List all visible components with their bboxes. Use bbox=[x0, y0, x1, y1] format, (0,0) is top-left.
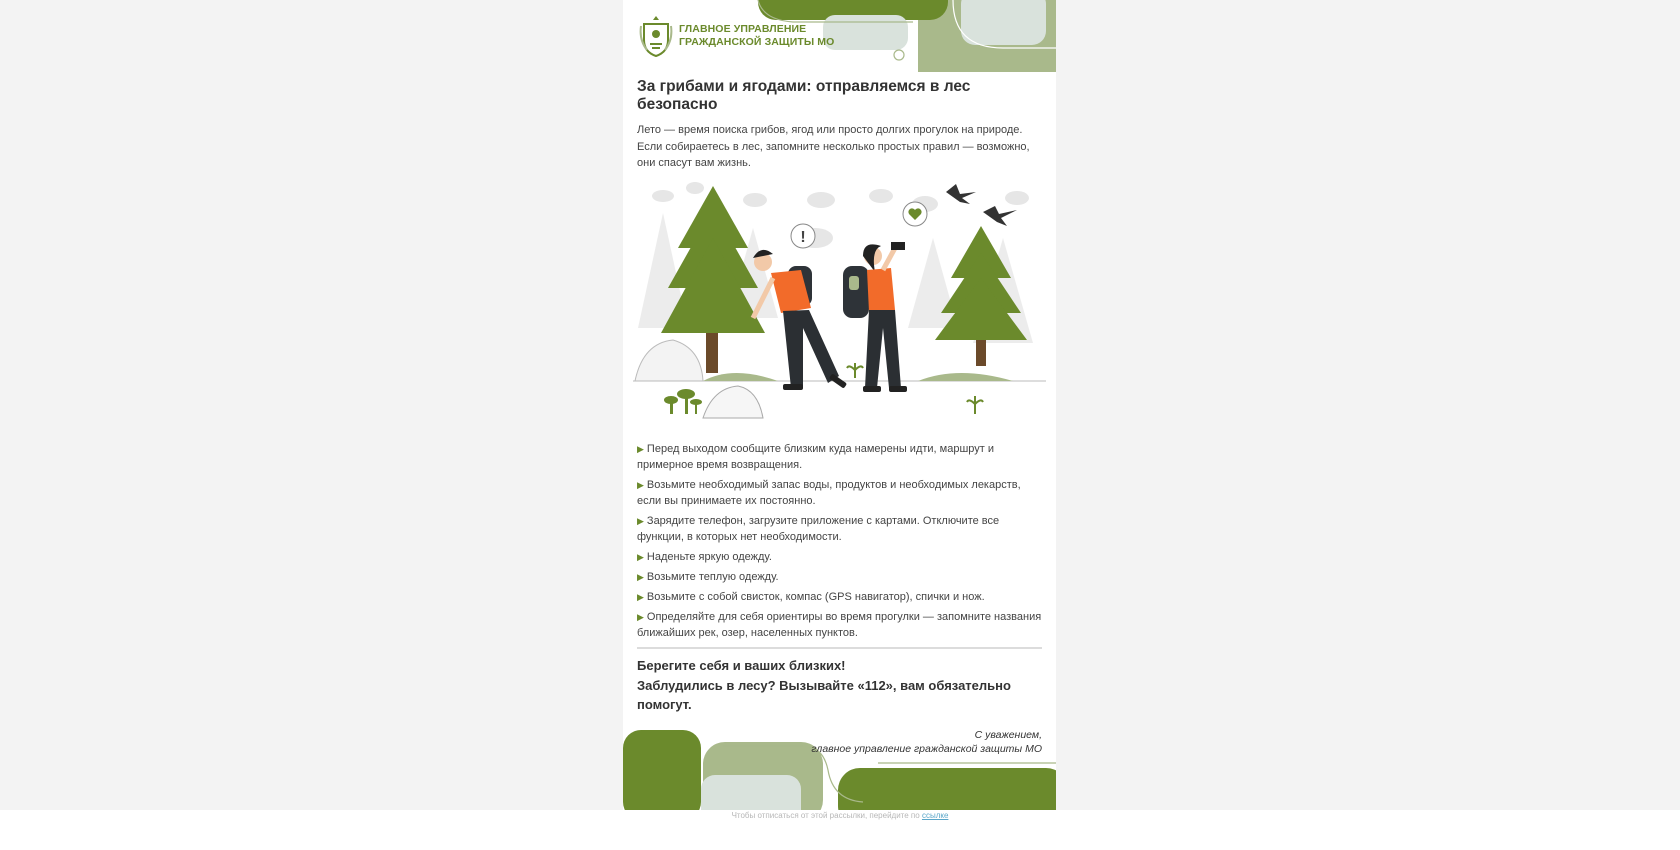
email-body bbox=[623, 0, 1056, 810]
safety-rules-list bbox=[637, 441, 1042, 645]
list-item: ▶ Перед выходом сообщите близким куда намерены идти, маршрут и примерное время возвращения. bbox=[637, 443, 995, 471]
closing-line1: Берегите себя и ваших близких! bbox=[637, 658, 846, 673]
triangle-bullet-icon: ▶ bbox=[637, 480, 644, 490]
forest-hikers-illustration bbox=[633, 178, 1046, 428]
triangle-bullet-icon: ▶ bbox=[637, 552, 644, 562]
svg-text:!: ! bbox=[800, 229, 806, 246]
list-item: ▶ Наденьте яркую одежду. bbox=[637, 551, 772, 563]
birds bbox=[946, 184, 1017, 226]
triangle-bullet-icon: ▶ bbox=[637, 612, 644, 622]
signature-line2: главное управление гражданской защиты МО bbox=[811, 743, 1042, 755]
signature-line1: С уважением, bbox=[974, 729, 1042, 741]
triangle-bullet-icon: ▶ bbox=[637, 572, 644, 582]
triangle-bullet-icon: ▶ bbox=[637, 516, 644, 526]
triangle-bullet-icon: ▶ bbox=[637, 592, 644, 602]
closing-line2: Заблудились в лесу? Вызывайте «112», вам обязательно помогут. bbox=[637, 677, 1011, 712]
closing-message bbox=[637, 656, 1042, 715]
unsubscribe-link[interactable]: ссылке bbox=[921, 811, 949, 820]
unsubscribe-note bbox=[0, 811, 1680, 820]
list-item: ▶ Определяйте для себя ориентиры во время прогулки — запомните названия ближайших рек, озер, населенных пунктов. bbox=[637, 611, 1042, 639]
org-name bbox=[679, 23, 834, 49]
mushrooms bbox=[664, 389, 702, 414]
org-name-line1: ГЛАВНОЕ УПРАВЛЕНИЕ bbox=[679, 23, 807, 35]
list-item: ▶ Возьмите теплую одежду. bbox=[637, 571, 779, 583]
org-logo bbox=[638, 14, 834, 58]
grass bbox=[703, 373, 1013, 381]
list-item: ▶ Возьмите с собой свисток, компас (GPS навигатор), спички и нож. bbox=[637, 591, 985, 603]
article-title: За грибами и ягодами: отправляемся в лес безопасно bbox=[637, 78, 971, 113]
unsubscribe-text: Чтобы отписаться от этой рассылки, перейдите по bbox=[731, 811, 920, 820]
article-intro: Лето — время поиска грибов, ягод или просто долгих прогулок на природе. Если собираетесь в лес, запомните несколько простых правил — возможно, они спасут вам жизнь. bbox=[637, 124, 1030, 169]
signature bbox=[742, 728, 1042, 756]
coat-of-arms-icon bbox=[638, 14, 674, 58]
divider bbox=[637, 647, 1042, 649]
org-name-line2: ГРАЖДАНСКОЙ ЗАЩИТЫ МО bbox=[679, 36, 835, 48]
email-header bbox=[623, 0, 1056, 72]
list-item: ▶ Зарядите телефон, загрузите приложение с картами. Отключите все функции, в которых нет необходимости. bbox=[637, 515, 1000, 543]
triangle-bullet-icon: ▶ bbox=[637, 444, 644, 454]
list-item: ▶ Возьмите необходимый запас воды, продуктов и необходимых лекарств, если вы принимаете их постоянно. bbox=[637, 479, 1021, 507]
